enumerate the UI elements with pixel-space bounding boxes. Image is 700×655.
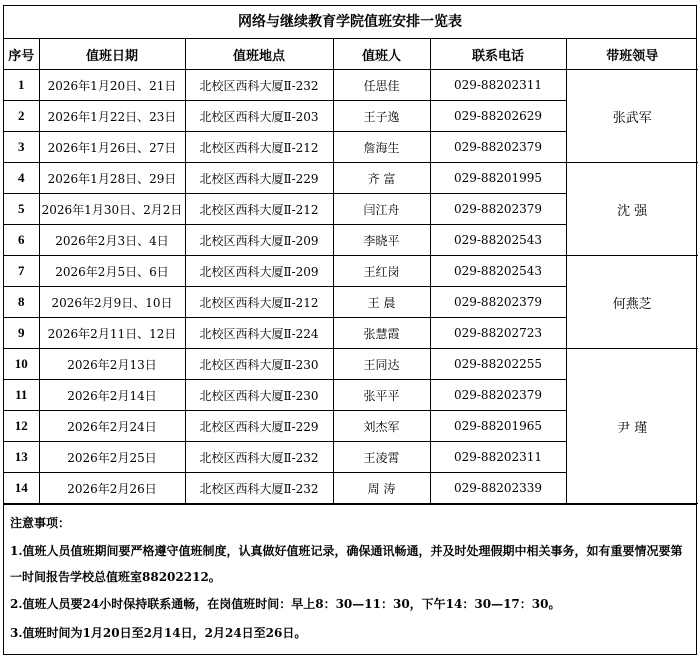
row-person: 王子逸: [333, 101, 430, 132]
row-person: 周 涛: [333, 473, 430, 504]
notes-section: [4, 504, 696, 654]
header-date: 值班日期: [39, 39, 185, 70]
row-index: 5: [4, 194, 39, 225]
duty-schedule-sheet: [3, 5, 697, 655]
row-index: 11: [4, 380, 39, 411]
row-date: 2026年1月26日、27日: [39, 132, 185, 163]
row-index: 7: [4, 256, 39, 287]
row-index: 10: [4, 349, 39, 380]
row-date: 2026年2月11日、12日: [39, 318, 185, 349]
header-person: 值班人: [333, 39, 430, 70]
row-phone: 029-88202629: [430, 101, 566, 132]
row-date: 2026年2月5日、6日: [39, 256, 185, 287]
table-header-row: [4, 39, 698, 70]
row-phone: 029-88201965: [430, 411, 566, 442]
row-place: 北校区西科大厦Ⅱ-230: [185, 380, 333, 411]
row-person: 张慧霞: [333, 318, 430, 349]
table-row: [4, 349, 698, 380]
row-place: 北校区西科大厦Ⅱ-232: [185, 442, 333, 473]
table-row: [4, 256, 698, 287]
row-person: 詹海生: [333, 132, 430, 163]
row-person: 刘杰军: [333, 411, 430, 442]
row-index: 6: [4, 225, 39, 256]
row-date: 2026年1月20日、21日: [39, 70, 185, 101]
row-person: 李晓平: [333, 225, 430, 256]
row-index: 9: [4, 318, 39, 349]
leader-cell: 沈 强: [566, 163, 698, 256]
row-place: 北校区西科大厦Ⅱ-212: [185, 194, 333, 225]
row-phone: 029-88202339: [430, 473, 566, 504]
row-person: 任思佳: [333, 70, 430, 101]
row-date: 2026年2月3日、4日: [39, 225, 185, 256]
row-phone: 029-88202379: [430, 132, 566, 163]
header-leader: 带班领导: [566, 39, 698, 70]
row-phone: 029-88202543: [430, 225, 566, 256]
row-date: 2026年2月26日: [39, 473, 185, 504]
row-person: 闫江舟: [333, 194, 430, 225]
row-place: 北校区西科大厦Ⅱ-212: [185, 132, 333, 163]
row-person: 王红岗: [333, 256, 430, 287]
row-phone: 029-88202311: [430, 70, 566, 101]
row-index: 3: [4, 132, 39, 163]
note-item: 3.值班时间为1月20日至2月14日，2月24日至26日。: [10, 626, 307, 640]
row-place: 北校区西科大厦Ⅱ-212: [185, 287, 333, 318]
header-place: 值班地点: [185, 39, 333, 70]
row-place: 北校区西科大厦Ⅱ-229: [185, 411, 333, 442]
row-phone: 029-88202723: [430, 318, 566, 349]
leader-cell: 何燕芝: [566, 256, 698, 349]
row-date: 2026年1月28日、29日: [39, 163, 185, 194]
row-place: 北校区西科大厦Ⅱ-229: [185, 163, 333, 194]
note-item: 2.值班人员要24小时保持联系通畅，在岗值班时间：早上8：30—11：30，下午14：30—17：30。: [10, 597, 561, 611]
row-place: 北校区西科大厦Ⅱ-232: [185, 70, 333, 101]
row-place: 北校区西科大厦Ⅱ-209: [185, 256, 333, 287]
table-row: [4, 70, 698, 101]
leader-cell: 张武军: [566, 70, 698, 163]
leader-cell: 尹 瑾: [566, 349, 698, 504]
row-index: 14: [4, 473, 39, 504]
row-place: 北校区西科大厦Ⅱ-232: [185, 473, 333, 504]
row-phone: 029-88202379: [430, 287, 566, 318]
row-place: 北校区西科大厦Ⅱ-209: [185, 225, 333, 256]
row-date: 2026年2月13日: [39, 349, 185, 380]
row-person: 王凌霄: [333, 442, 430, 473]
page-title: 网络与继续教育学院值班安排一览表: [4, 6, 696, 39]
row-phone: 029-88202255: [430, 349, 566, 380]
notes-heading: 注意事项：: [10, 516, 71, 530]
row-index: 1: [4, 70, 39, 101]
row-phone: 029-88202311: [430, 442, 566, 473]
row-person: 王 晨: [333, 287, 430, 318]
row-person: 张平平: [333, 380, 430, 411]
row-phone: 029-88202543: [430, 256, 566, 287]
row-person: 王同达: [333, 349, 430, 380]
row-date: 2026年2月14日: [39, 380, 185, 411]
row-person: 齐 富: [333, 163, 430, 194]
row-index: 2: [4, 101, 39, 132]
row-index: 8: [4, 287, 39, 318]
duty-table: [4, 39, 698, 504]
table-row: [4, 163, 698, 194]
row-place: 北校区西科大厦Ⅱ-203: [185, 101, 333, 132]
row-phone: 029-88202379: [430, 380, 566, 411]
row-place: 北校区西科大厦Ⅱ-230: [185, 349, 333, 380]
row-index: 4: [4, 163, 39, 194]
row-date: 2026年1月22日、23日: [39, 101, 185, 132]
row-phone: 029-88201995: [430, 163, 566, 194]
row-place: 北校区西科大厦Ⅱ-224: [185, 318, 333, 349]
header-phone: 联系电话: [430, 39, 566, 70]
row-date: 2026年2月9日、10日: [39, 287, 185, 318]
note-item: 1.值班人员值班期间要严格遵守值班制度，认真做好值班记录，确保通讯畅通，并及时处理假期中相关事务，如有重要情况要第一时间报告学校总值班室88202212。: [10, 544, 683, 584]
header-index: 序号: [4, 39, 39, 70]
row-date: 2026年2月24日: [39, 411, 185, 442]
row-date: 2026年2月25日: [39, 442, 185, 473]
row-index: 13: [4, 442, 39, 473]
row-phone: 029-88202379: [430, 194, 566, 225]
row-date: 2026年1月30日、2月2日: [39, 194, 185, 225]
row-index: 12: [4, 411, 39, 442]
